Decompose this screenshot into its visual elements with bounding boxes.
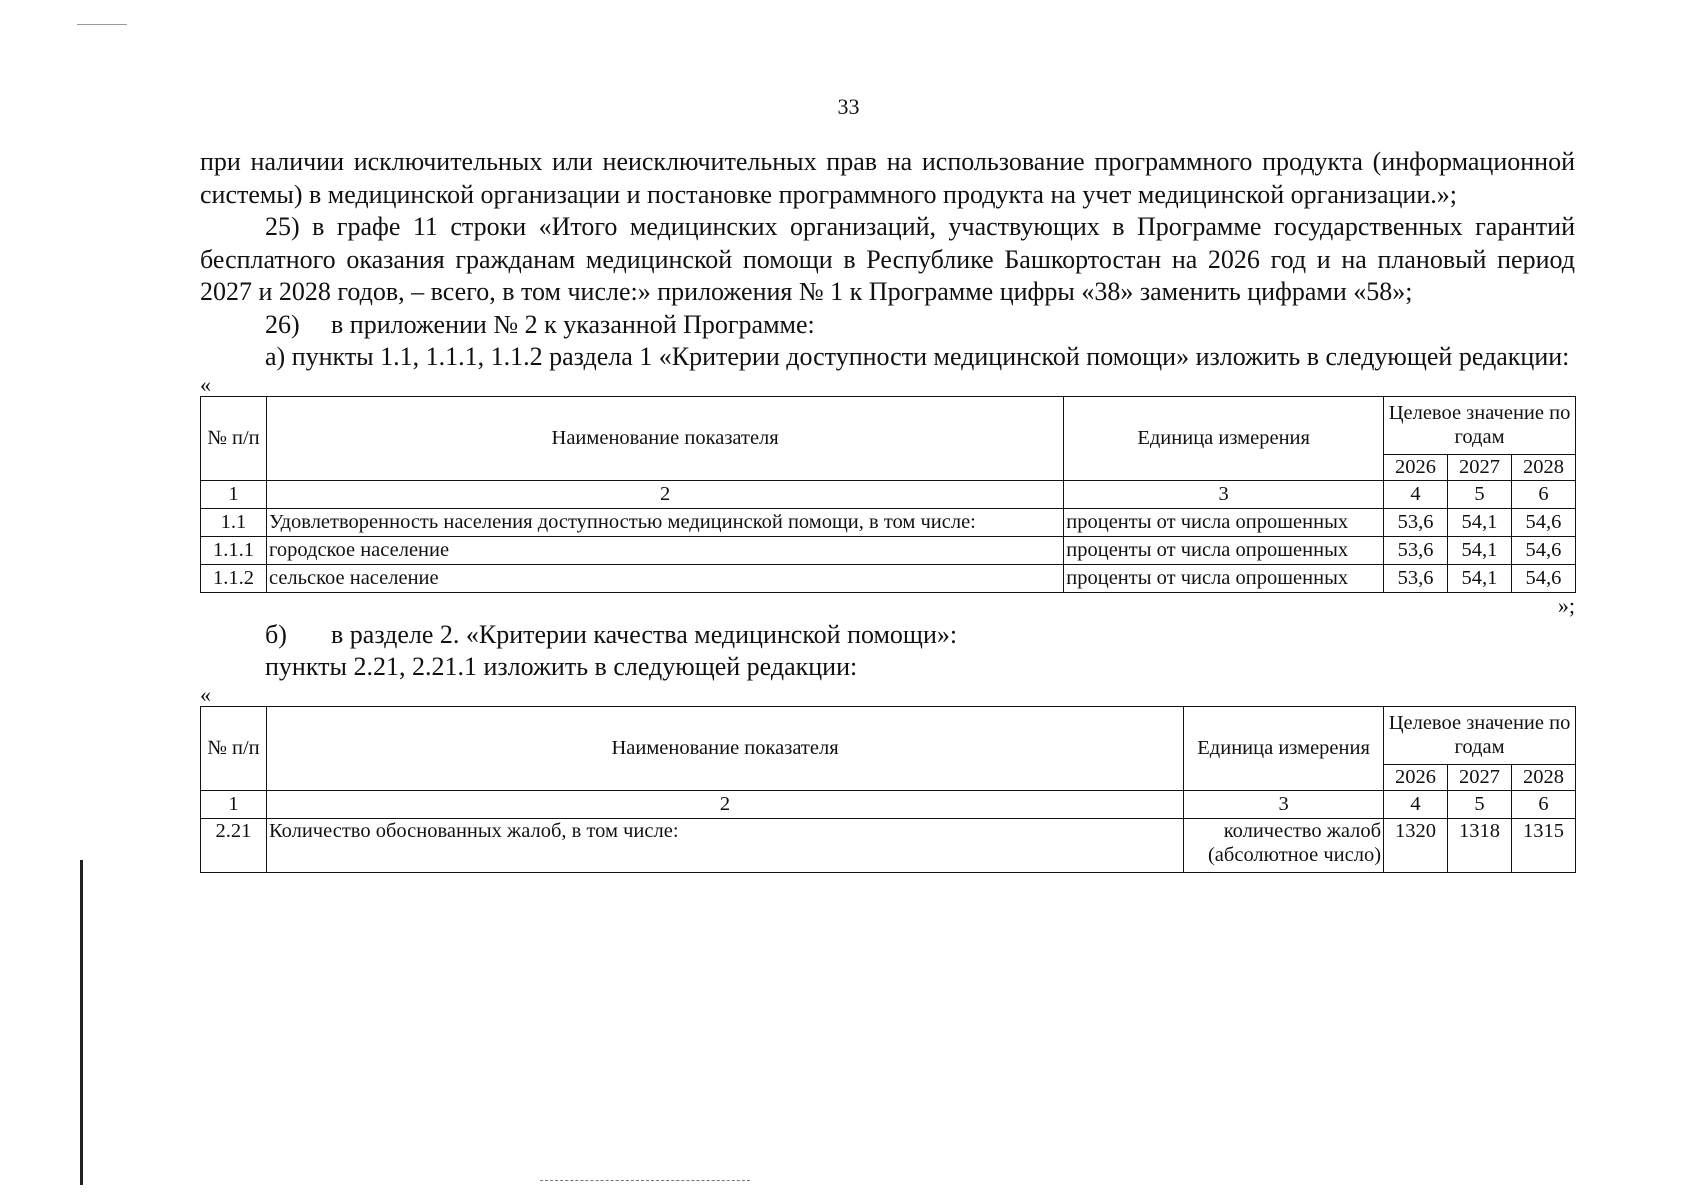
cell-value-2028: 1315 [1511, 818, 1575, 872]
header-year: 2026 [1384, 454, 1448, 480]
scan-artifact-bottom [540, 1180, 750, 1181]
scan-artifact-left-edge [80, 860, 83, 1185]
table-row-column-numbers [201, 790, 1576, 818]
cell-value-2026: 1320 [1384, 818, 1448, 872]
table-row [201, 818, 1576, 872]
paragraph-item-26 [200, 309, 1575, 342]
column-number: 2 [266, 790, 1183, 818]
column-number: 1 [201, 480, 267, 508]
quote-open-2: « [200, 681, 211, 707]
paragraph-item-b-sub: пункты 2.21, 2.21.1 изложить в следующей редакции: [265, 652, 858, 681]
cell-name: Количество обоснованных жалоб, в том числе: [266, 818, 1183, 872]
cell-value-2027: 1318 [1448, 818, 1512, 872]
column-number: 3 [1064, 480, 1384, 508]
column-number: 5 [1448, 790, 1512, 818]
column-number: 4 [1384, 790, 1448, 818]
header-year: 2027 [1448, 454, 1512, 480]
header-num: № п/п [201, 706, 267, 790]
cell-value-2028: 54,6 [1511, 508, 1575, 536]
header-num: № п/п [201, 396, 267, 480]
header-year: 2026 [1384, 764, 1448, 790]
cell-name: сельское население [266, 564, 1063, 592]
header-year: 2027 [1448, 764, 1512, 790]
cell-num: 1.1.2 [201, 564, 267, 592]
table-row [201, 564, 1576, 592]
header-year: 2028 [1511, 764, 1575, 790]
item-26-label: 26) [265, 309, 300, 339]
quote-close-1: »; [1557, 592, 1575, 618]
header-year: 2028 [1511, 454, 1575, 480]
header-name: Наименование показателя [266, 706, 1183, 790]
header-unit: Единица измерения [1184, 706, 1384, 790]
page-number: 33 [837, 94, 860, 119]
cell-unit: количество жалоб (абсолютное число) [1184, 818, 1384, 872]
header-target: Целевое значение по годам [1384, 396, 1576, 454]
table-row-column-numbers [201, 480, 1576, 508]
cell-value-2027: 54,1 [1448, 508, 1512, 536]
paragraph-item-25: 25) в графе 11 строки «Итого медицинских организаций, участвующих в Программе государственных гарантий бесплатного оказания гражданам медицинской помощи в Республике Башкортостан на 2026 год и на плановый период 2027 и 2028 годов, – всего, в том числе:» приложения № 1 к Программе цифры «38» заменить цифрами «58»; [200, 212, 1575, 306]
column-number: 6 [1511, 790, 1575, 818]
column-number: 3 [1184, 790, 1384, 818]
cell-value-2026: 53,6 [1384, 564, 1448, 592]
cell-value-2027: 54,1 [1448, 564, 1512, 592]
cell-unit: проценты от числа опрошенных [1064, 564, 1384, 592]
table-criteria-accessibility [200, 396, 1576, 593]
document-body [200, 146, 1575, 873]
cell-num: 1.1 [201, 508, 267, 536]
cell-name: Удовлетворенность населения доступностью медицинской помощи, в том числе: [266, 508, 1063, 536]
header-name: Наименование показателя [266, 396, 1063, 480]
column-number: 6 [1511, 480, 1575, 508]
item-b-label: б) [265, 619, 287, 649]
cell-value-2026: 53,6 [1384, 536, 1448, 564]
cell-unit: проценты от числа опрошенных [1064, 508, 1384, 536]
table-row [201, 536, 1576, 564]
column-number: 4 [1384, 480, 1448, 508]
column-number: 2 [266, 480, 1063, 508]
column-number: 5 [1448, 480, 1512, 508]
item-26-text: в приложении № 2 к указанной Программе: [331, 309, 815, 339]
header-target: Целевое значение по годам [1384, 706, 1576, 764]
paragraph-item-a: а) пункты 1.1, 1.1.1, 1.1.2 раздела 1 «Критерии доступности медицинской помощи» изложить в следующей редакции: [265, 342, 1570, 371]
cell-value-2027: 54,1 [1448, 536, 1512, 564]
item-b-text: в разделе 2. «Критерии качества медицинской помощи»: [331, 619, 958, 649]
header-unit: Единица измерения [1064, 396, 1384, 480]
column-number: 1 [201, 790, 267, 818]
table-criteria-quality [200, 706, 1576, 873]
cell-num: 2.21 [201, 818, 267, 872]
cell-name: городское население [266, 536, 1063, 564]
cell-value-2028: 54,6 [1511, 564, 1575, 592]
cell-value-2028: 54,6 [1511, 536, 1575, 564]
cell-num: 1.1.1 [201, 536, 267, 564]
scan-artifact-top [77, 24, 127, 25]
paragraph-continuation: при наличии исключительных или неисключительных прав на использование программного продукта (информационной системы) в медицинской организации и постановке программного продукта на учет медицинской организации.»; [200, 147, 1575, 209]
paragraph-item-b [200, 619, 1575, 652]
cell-unit: проценты от числа опрошенных [1064, 536, 1384, 564]
table-row [201, 508, 1576, 536]
cell-value-2026: 53,6 [1384, 508, 1448, 536]
quote-open-1: « [200, 371, 211, 397]
